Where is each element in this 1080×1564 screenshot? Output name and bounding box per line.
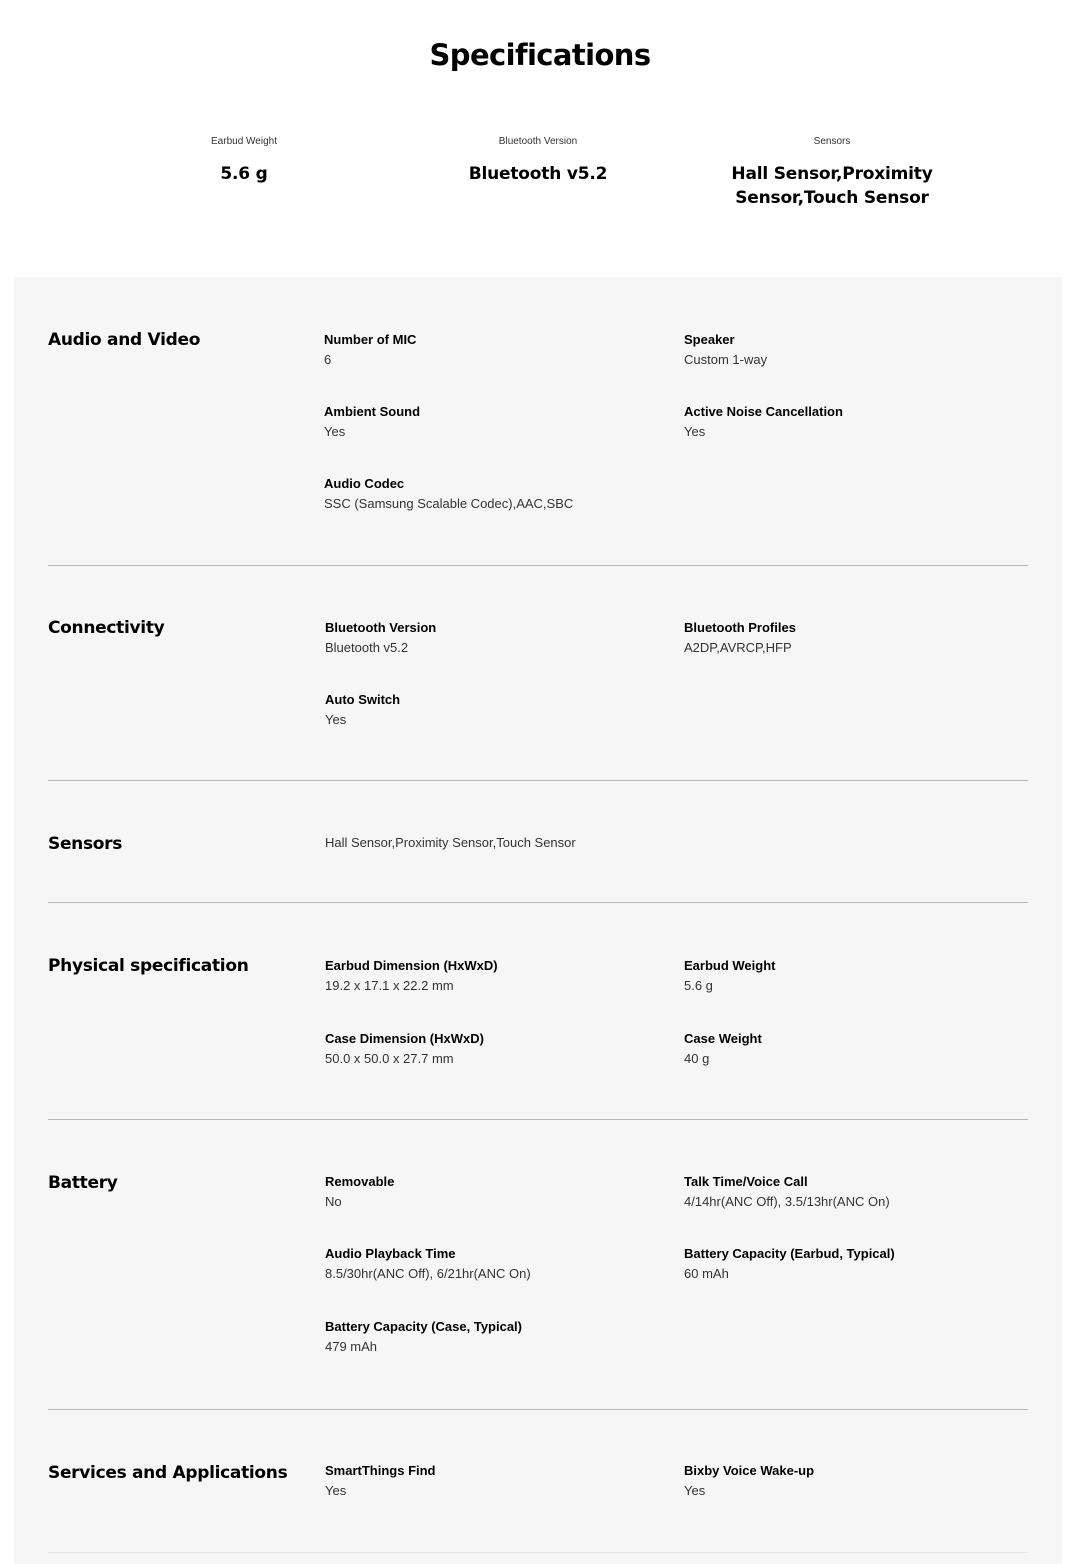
- item-value: Yes: [324, 424, 346, 439]
- item-label: Talk Time/Voice Call: [684, 1174, 808, 1189]
- item-label: Auto Switch: [325, 692, 401, 707]
- item-value: 4/14hr(ANC Off), 3.5/13hr(ANC On): [684, 1194, 890, 1209]
- highlight-sensors: [712, 136, 952, 210]
- spec-item-number-of-mic: [324, 332, 654, 368]
- page-title: Specifications: [429, 38, 651, 72]
- highlight-earbud-weight: [144, 136, 344, 186]
- spec-item-talk-time: [684, 1174, 1014, 1210]
- highlight-value: Bluetooth v5.2: [468, 164, 608, 184]
- item-value: Yes: [325, 712, 347, 727]
- item-value: 60 mAh: [684, 1266, 729, 1281]
- item-value: Custom 1-way: [684, 352, 768, 367]
- highlight-value: Hall Sensor,Proximity Sensor,Touch Sensor: [731, 164, 933, 208]
- spec-group-battery: [48, 1120, 1028, 1410]
- spec-item-bluetooth-version: [325, 620, 655, 656]
- item-label: Case Dimension (HxWxD): [325, 1031, 484, 1046]
- spec-item-battery-capacity-earbud: [684, 1246, 1014, 1282]
- item-value: 5.6 g: [684, 978, 713, 993]
- highlight-label: Earbud Weight: [211, 136, 277, 147]
- spec-item-speaker: [684, 332, 1014, 368]
- item-label: Audio Playback Time: [325, 1246, 456, 1261]
- highlight-label: Sensors: [813, 136, 851, 147]
- spec-item-audio-codec: [324, 476, 654, 512]
- item-label: Bixby Voice Wake-up: [684, 1463, 815, 1478]
- sensors-value: Hall Sensor,Proximity Sensor,Touch Sensor: [325, 835, 576, 850]
- item-label: Audio Codec: [324, 476, 405, 491]
- spec-item-bixby-voice-wake-up: [684, 1463, 1014, 1499]
- spec-item-battery-capacity-case: [325, 1319, 655, 1355]
- item-label: Ambient Sound: [324, 404, 421, 419]
- spec-item-ambient-sound: [324, 404, 654, 440]
- item-value: Yes: [684, 424, 706, 439]
- item-label: Active Noise Cancellation: [684, 404, 843, 419]
- spec-group-audio-video: [48, 277, 1028, 566]
- highlight-bluetooth-version: [438, 136, 638, 186]
- spec-group-physical-specification: [48, 903, 1028, 1120]
- item-label: Battery Capacity (Case, Typical): [325, 1319, 522, 1334]
- spec-item-active-noise-cancellation: [684, 404, 1014, 440]
- group-title: Connectivity: [48, 618, 165, 638]
- item-value: 479 mAh: [325, 1339, 378, 1354]
- spec-item-case-dimension: [325, 1031, 655, 1067]
- group-title: Audio and Video: [48, 330, 201, 350]
- group-title: Physical specification: [48, 956, 249, 976]
- spec-group-connectivity: [48, 566, 1028, 781]
- item-value: No: [325, 1194, 342, 1209]
- spec-item-auto-switch: [325, 692, 655, 728]
- spec-item-bluetooth-profiles: [684, 620, 1014, 656]
- spec-item-earbud-dimension: [325, 958, 655, 994]
- group-title: Battery: [48, 1173, 118, 1193]
- item-label: Earbud Weight: [684, 958, 776, 973]
- item-value: Bluetooth v5.2: [325, 640, 409, 655]
- spec-item-case-weight: [684, 1031, 1014, 1067]
- item-value: 19.2 x 17.1 x 22.2 mm: [325, 978, 454, 993]
- spec-item-removable: [325, 1174, 655, 1210]
- highlight-label: Bluetooth Version: [498, 136, 578, 147]
- item-label: Bluetooth Version: [325, 620, 437, 635]
- item-label: Removable: [325, 1174, 395, 1189]
- spec-item-audio-playback-time: [325, 1246, 655, 1282]
- item-value: SSC (Samsung Scalable Codec),AAC,SBC: [324, 496, 574, 511]
- spec-group-services-applications: [48, 1410, 1028, 1553]
- item-value: 50.0 x 50.0 x 27.7 mm: [325, 1051, 454, 1066]
- item-label: Number of MIC: [324, 332, 417, 347]
- item-label: Bluetooth Profiles: [684, 620, 796, 635]
- group-title: Sensors: [48, 834, 123, 854]
- item-label: Earbud Dimension (HxWxD): [325, 958, 498, 973]
- group-title: Services and Applications: [48, 1463, 288, 1483]
- item-value: 8.5/30hr(ANC Off), 6/21hr(ANC On): [325, 1266, 531, 1281]
- item-value: Yes: [684, 1483, 706, 1498]
- highlight-value: 5.6 g: [220, 164, 268, 184]
- item-value: Yes: [325, 1483, 347, 1498]
- item-value: A2DP,AVRCP,HFP: [684, 640, 792, 655]
- item-value: 40 g: [684, 1051, 710, 1066]
- item-label: Battery Capacity (Earbud, Typical): [684, 1246, 895, 1261]
- item-label: Speaker: [684, 332, 735, 347]
- item-value: 6: [324, 352, 332, 367]
- spec-group-sensors: [48, 781, 1028, 903]
- spec-item-earbud-weight: [684, 958, 1014, 994]
- spec-item-smartthings-find: [325, 1463, 655, 1499]
- item-label: Case Weight: [684, 1031, 762, 1046]
- spec-panel: [14, 277, 1062, 1564]
- item-label: SmartThings Find: [325, 1463, 436, 1478]
